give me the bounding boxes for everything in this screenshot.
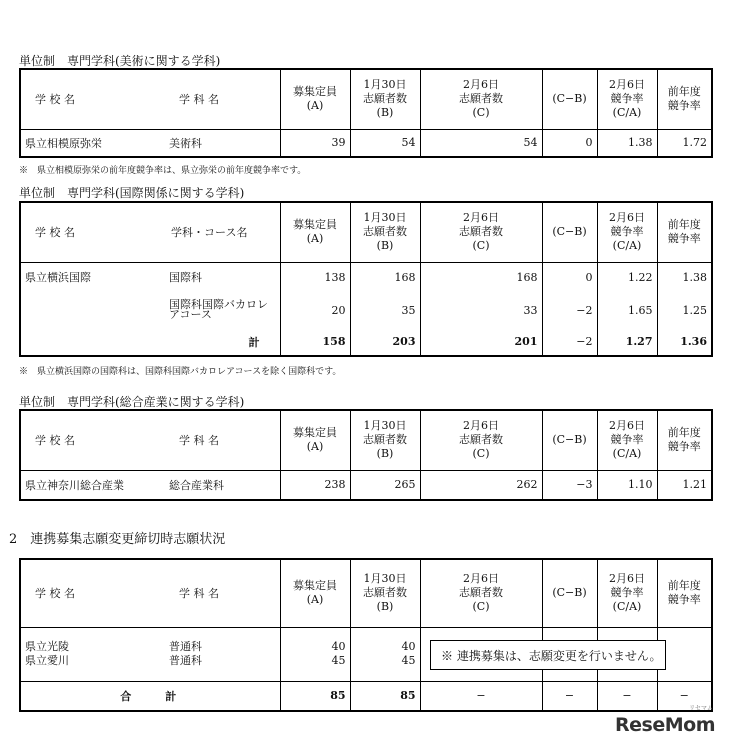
header-prev: 前年度 競争率 [657,69,712,129]
table-row: 国際科国際バカロレアコース 20 35 33 −2 1.65 1.25 [20,292,712,328]
header-capacity: 募集定員 (A) [280,69,350,129]
section4-title: 2 連携募集志願変更締切時志願状況 [9,532,226,547]
section1-title: 単位制 専門学科(美術に関する学科) [19,54,221,68]
table-joint: 学 校 名 学 科 名 募集定員 (A) 1月30日 志願者数 (B) 2月6日 志願者数 (C) (C−B) 2月6日 競争率 (C/A) 前年度 競争率 県立光陵 県立愛川 普通科 普通科 40 45 40 45 合 計 85 85 − − − − [19,558,713,712]
section3-title: 単位制 専門学科(総合産業に関する学科) [19,395,245,409]
table-row: 県立相模原弥栄 美術科 39 54 54 0 1.38 1.72 [20,129,712,157]
total-row: 合 計 85 85 − − − − [20,681,712,711]
watermark-sub: リセマム [689,705,713,712]
table-international: 学 校 名 学科・コース名 募集定員 (A) 1月30日 志願者数 (B) 2月6日 志願者数 (C) (C−B) 2月6日 競争率 (C/A) 前年度 競争率 県立横浜国際 国際科 138 168 168 0 1.22 1.38 国際科国際バカロレアコース 20 35 33 −2 1.65 1.25 計 158 203 201 −2 1.27 1.36 [19,201,713,357]
header-jan30: 1月30日 志願者数 (B) [350,69,420,129]
table-industry: 学 校 名 学 科 名 募集定員 (A) 1月30日 志願者数 (B) 2月6日 志願者数 (C) (C−B) 2月6日 競争率 (C/A) 前年度 競争率 県立神奈川総合産業 総合産業科 238 265 262 −3 1.10 1.21 [19,409,713,501]
header-feb6: 2月6日 志願者数 (C) [420,69,542,129]
total-row: 計 158 203 201 −2 1.27 1.36 [20,328,712,356]
section1-note: ※ 県立相模原弥栄の前年度競争率は、県立弥栄の前年度競争率です。 [19,166,307,176]
header-dept: 学 科 名 [165,69,280,129]
joint-callout: ※ 連携募集は、志願変更を行いません。 [430,640,666,670]
table-row: 県立神奈川総合産業 総合産業科 238 265 262 −3 1.10 1.21 [20,470,712,500]
header-school: 学 校 名 [20,69,165,129]
section2-title: 単位制 専門学科(国際関係に関する学科) [19,186,245,200]
header-dept-course: 学科・コース名 [165,202,280,262]
table-row: 県立横浜国際 国際科 138 168 168 0 1.22 1.38 [20,262,712,292]
table-row: 県立光陵 県立愛川 普通科 普通科 40 45 40 45 [20,627,712,681]
watermark-logo: ReseMom [615,714,715,736]
header-rate: 2月6日 競争率 (C/A) [597,69,657,129]
header-diff: (C−B) [542,69,597,129]
section2-note: ※ 県立横浜国際の国際科は、国際科国際バカロレアコースを除く国際科です。 [19,367,342,377]
table-art [19,68,713,158]
